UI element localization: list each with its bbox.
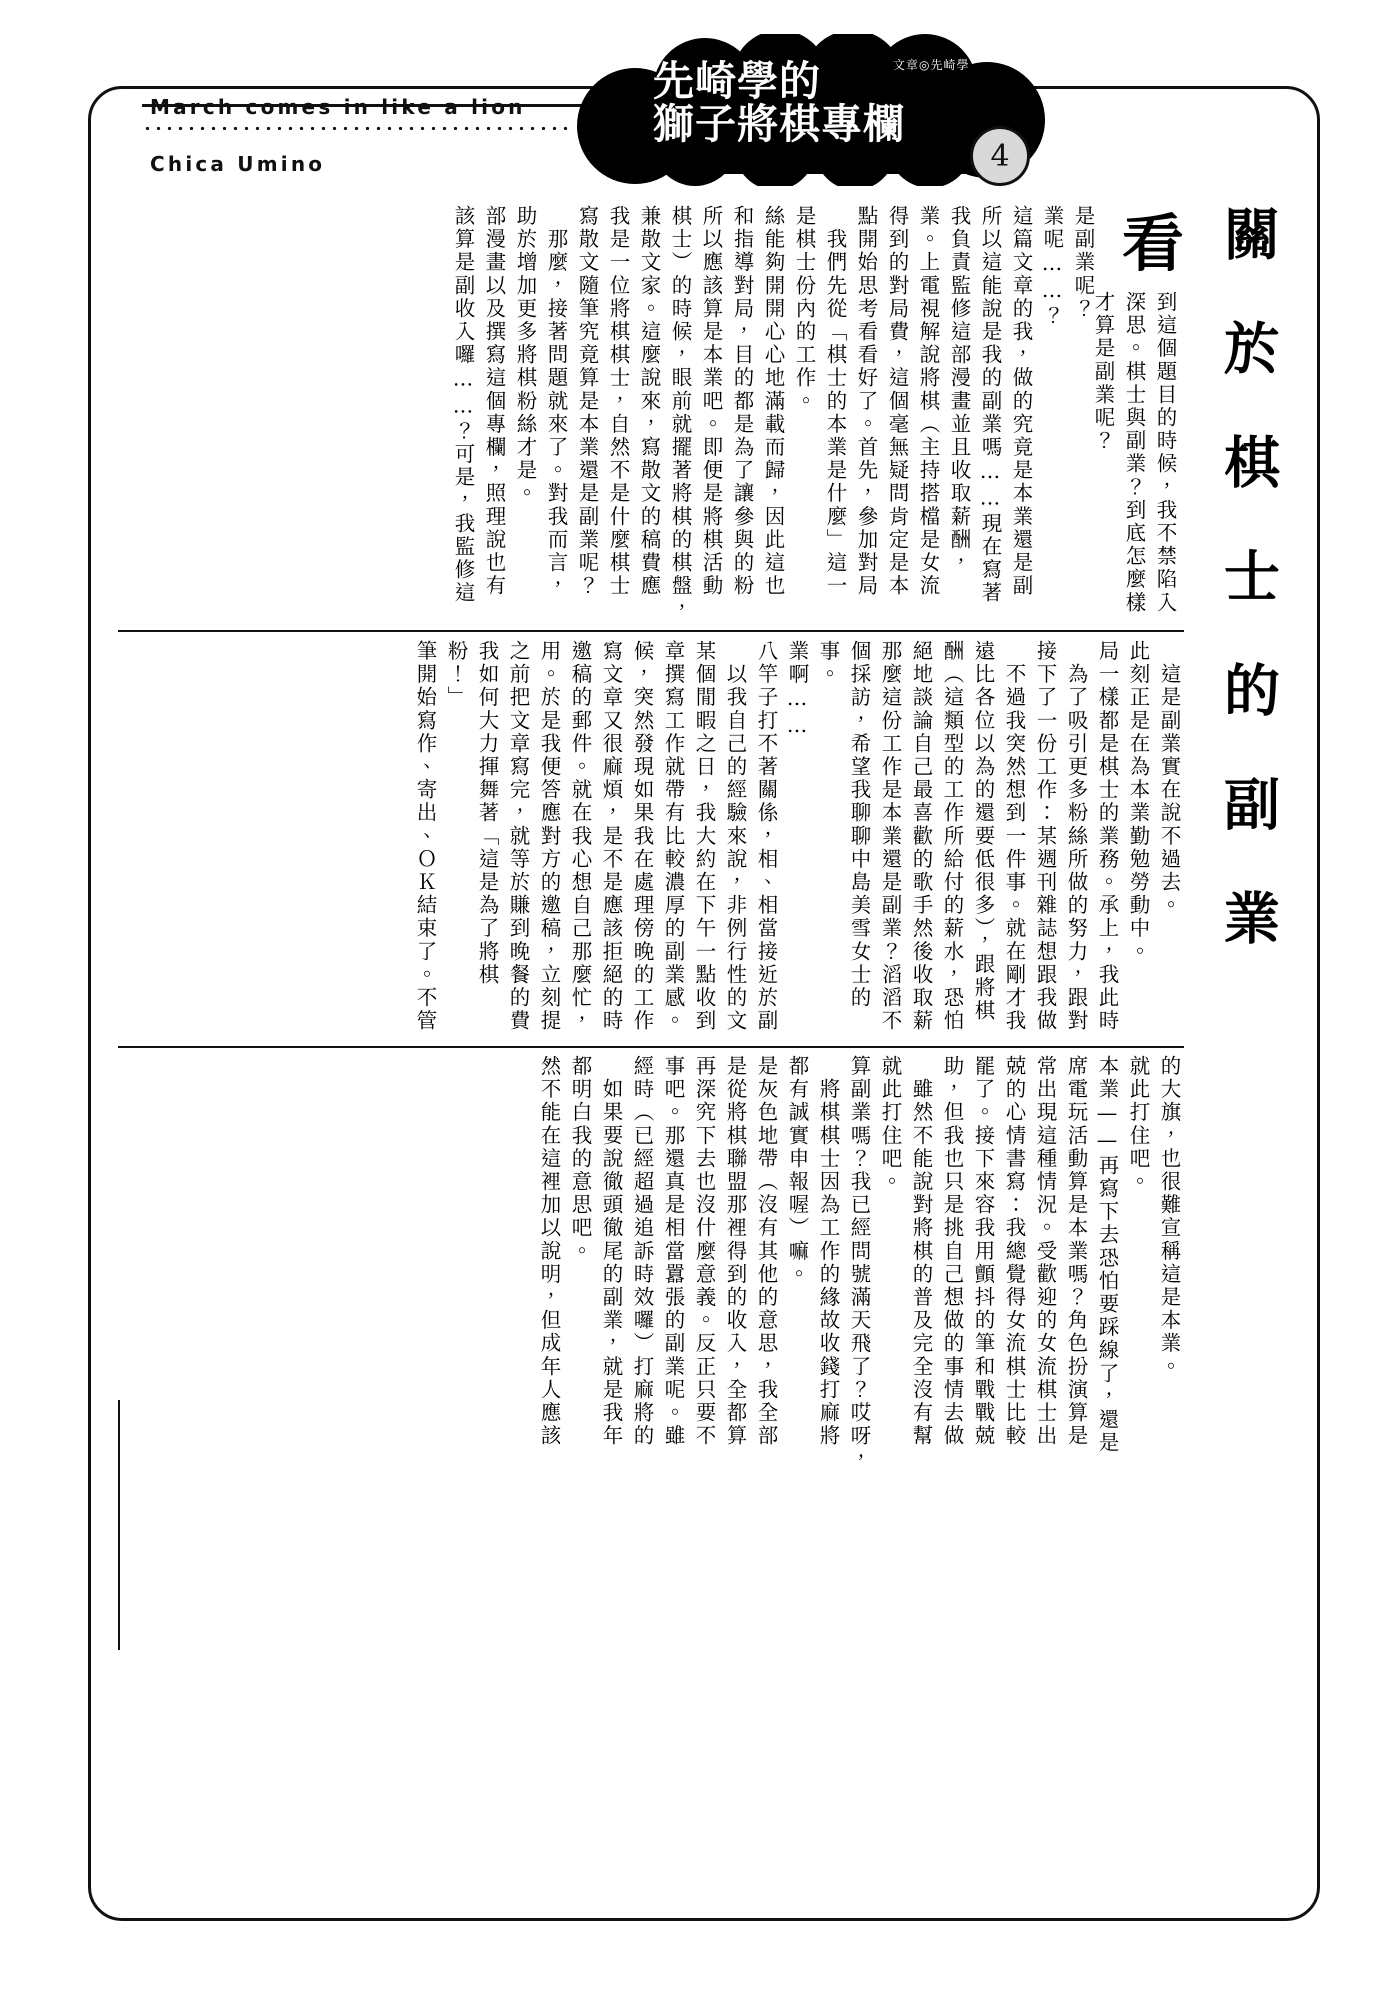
text-column: 某個閒暇之日，我大約在下午一點收到 — [692, 640, 716, 1033]
text-column: 絕地談論自己最喜歡的歌手然後收取薪 — [909, 640, 933, 1033]
text-column: 業呢……？ — [1040, 205, 1064, 328]
text-band-3 — [118, 1055, 1184, 1885]
section-divider-1 — [118, 630, 1184, 632]
text-column: 棋士）的時候，眼前就擺著將棋的棋盤， — [668, 205, 692, 621]
text-column: 助，但我也只是挑自己想做的事情去做 — [940, 1055, 964, 1448]
dropcap-column — [1091, 205, 1184, 629]
text-column: 助於增加更多將棋粉絲才是。 — [513, 205, 537, 506]
text-column: 候，突然發現如果我在處理傍晚的工作 — [630, 640, 654, 1033]
text-column: 寫文章又很麻煩，是不是應該拒絕的時 — [599, 640, 623, 1033]
text-column: 所以應該算是本業吧。即便是將棋活動 — [699, 205, 723, 598]
text-column: 個採訪，希望我聊聊中島美雪女士的事。 — [816, 640, 871, 1010]
text-column: 和指導對局，目的都是為了讓參與的粉 — [730, 205, 754, 598]
text-column: 接下了一份工作：某週刊雜誌想跟我做 — [1033, 640, 1057, 1033]
text-column: 都有誠實申報喔）嘛。 — [785, 1055, 809, 1286]
text-column: 常出現這種情況。受歡迎的女流棋士出 — [1033, 1055, 1057, 1448]
text-column: 就此打住吧。 — [1126, 1055, 1150, 1194]
text-column: 寫散文隨筆究竟算是本業還是副業呢？ — [575, 205, 599, 598]
text-column: 我如何大力揮舞著「這是為了將棋粉！」 — [444, 640, 499, 987]
text-column: 是從將棋聯盟那裡得到的收入，全都算 — [723, 1055, 747, 1448]
text-column: 再深究下去也沒什麼意義。反正只要不 — [692, 1055, 716, 1448]
text-column: 部漫畫以及撰寫這個專欄，照理說也有 — [482, 205, 506, 598]
section-divider-2 — [118, 1046, 1184, 1048]
column-banner — [575, 34, 1055, 186]
text-band-2 — [118, 640, 1184, 1044]
text-column: 罷了。接下來容我用顫抖的筆和戰戰兢 — [971, 1055, 995, 1448]
dropcap-glyph: 看 — [1121, 207, 1184, 280]
text-column: 是灰色地帶（沒有其他的意思，我全部 — [754, 1055, 778, 1448]
text-column: 酬（這類型的工作所給付的薪水，恐怕 — [940, 640, 964, 1033]
text-column: 業。上電視解說將棋（主持搭檔是女流 — [916, 205, 940, 598]
banner-title — [653, 57, 983, 149]
text-column: 筆開始寫作、寄出、ＯＫ結束了。不管 — [413, 640, 437, 1033]
text-column: 如果要說徹頭徹尾的副業，就是我年 — [599, 1055, 623, 1448]
banner-title-line-1: 先崎學的 — [653, 57, 821, 105]
text-column: 本業——再寫下去恐怕要踩線了，還是 — [1095, 1055, 1119, 1455]
text-column: 算副業嗎？我已經問號滿天飛了？哎呀， — [847, 1055, 871, 1471]
series-title-en: March comes in like a lion — [150, 95, 526, 119]
text-column: 邀稿的郵件。就在我心想自己那麼忙， — [568, 640, 592, 1033]
english-header — [128, 95, 598, 205]
text-column: 雖然不能說對將棋的普及完全沒有幫 — [909, 1055, 933, 1448]
text-column: 這是副業實在說不過去。 — [1157, 640, 1181, 918]
band-3-left-rule — [118, 1400, 120, 1650]
text-column: 絲能夠開開心心地滿載而歸，因此這也 — [761, 205, 785, 598]
text-column: 就此打住吧。 — [878, 1055, 902, 1194]
text-column: 席電玩活動算是本業嗎？角色扮演算是 — [1064, 1055, 1088, 1448]
text-column: 然不能在這裡加以說明，但成年人應該 — [537, 1055, 561, 1448]
text-column: 章撰寫工作就帶有比較濃厚的副業感。 — [661, 640, 685, 1033]
text-column: 該算是副收入囉……？可是，我監修這 — [451, 205, 475, 605]
header-dotted-rule — [142, 126, 572, 130]
text-column: 那麼這份工作是本業還是副業？滔滔不 — [878, 640, 902, 1033]
text-column: 我們先從「棋士的本業是什麼」這一 — [823, 205, 847, 598]
text-column: 用。於是我便答應對方的邀稿，立刻提 — [537, 640, 561, 1033]
text-column: 不過我突然想到一件事。就在剛才我 — [1002, 640, 1026, 1033]
issue-number-badge: 4 — [970, 126, 1030, 186]
text-column: 業啊…… — [785, 640, 809, 740]
text-column: 八竿子打不著關係，相、相當接近於副 — [754, 640, 778, 1033]
text-column: 此刻正是在為本業勤勉勞動中。 — [1126, 640, 1150, 964]
text-column: 我負責監修這部漫畫並且收取薪酬， — [947, 205, 971, 575]
banner-title-line-2: 獅子將棋專欄 — [653, 100, 905, 149]
text-column: 將棋棋士因為工作的緣故收錢打麻將 — [816, 1055, 840, 1448]
text-column: 都明白我的意思吧。 — [568, 1055, 592, 1263]
text-column: 這篇文章的我，做的究竟是本業還是副 — [1009, 205, 1033, 598]
text-column: 是棋士份內的工作。 — [792, 205, 816, 413]
banner-credit: 文章◎先崎學 — [893, 58, 970, 72]
text-column: 我是一位將棋棋士，自然不是什麼棋士 — [606, 205, 630, 598]
text-column: 兼散文家。這麼說來，寫散文的稿費應 — [637, 205, 661, 598]
text-column: 局一樣都是棋士的業務。承上，我此時 — [1095, 640, 1119, 1033]
text-column: 經時（已經超過追訴時效囉）打麻將的 — [630, 1055, 654, 1448]
text-column: 以我自己的經驗來說，非例行性的文 — [723, 640, 747, 1033]
author-name-en: Chica Umino — [150, 152, 326, 176]
dropcap-body-text: 到這個題目的時候，我不禁陷入深思。棋士與副業？到底怎麼樣才算是副業呢？ — [1091, 291, 1177, 615]
text-column: 得到的對局費，這個毫無疑問肯定是本 — [885, 205, 909, 598]
text-band-1 — [118, 205, 1184, 629]
text-column: 兢的心情書寫：我總覺得女流棋士比較 — [1002, 1055, 1026, 1448]
article-title: 關於棋士的副業 — [1215, 205, 1281, 1003]
text-column: 為了吸引更多粉絲所做的努力，跟對 — [1064, 640, 1088, 1033]
text-column: 的大旗，也很難宣稱這是本業。 — [1157, 1055, 1181, 1379]
text-column: 那麼，接著問題就來了。對我而言， — [544, 205, 568, 598]
text-column: 是副業呢？ — [1071, 205, 1095, 321]
text-column: 點開始思考看看好了。首先，參加對局 — [854, 205, 878, 598]
text-column: 事吧。那還真是相當囂張的副業呢。雖 — [661, 1055, 685, 1448]
text-column: 遠比各位以為的還要低很多），跟將棋 — [971, 640, 995, 1023]
text-column: 之前把文章寫完，就等於賺到晚餐的費 — [506, 640, 530, 1033]
text-column: 所以這能說是我的副業嗎……現在寫著 — [978, 205, 1002, 605]
